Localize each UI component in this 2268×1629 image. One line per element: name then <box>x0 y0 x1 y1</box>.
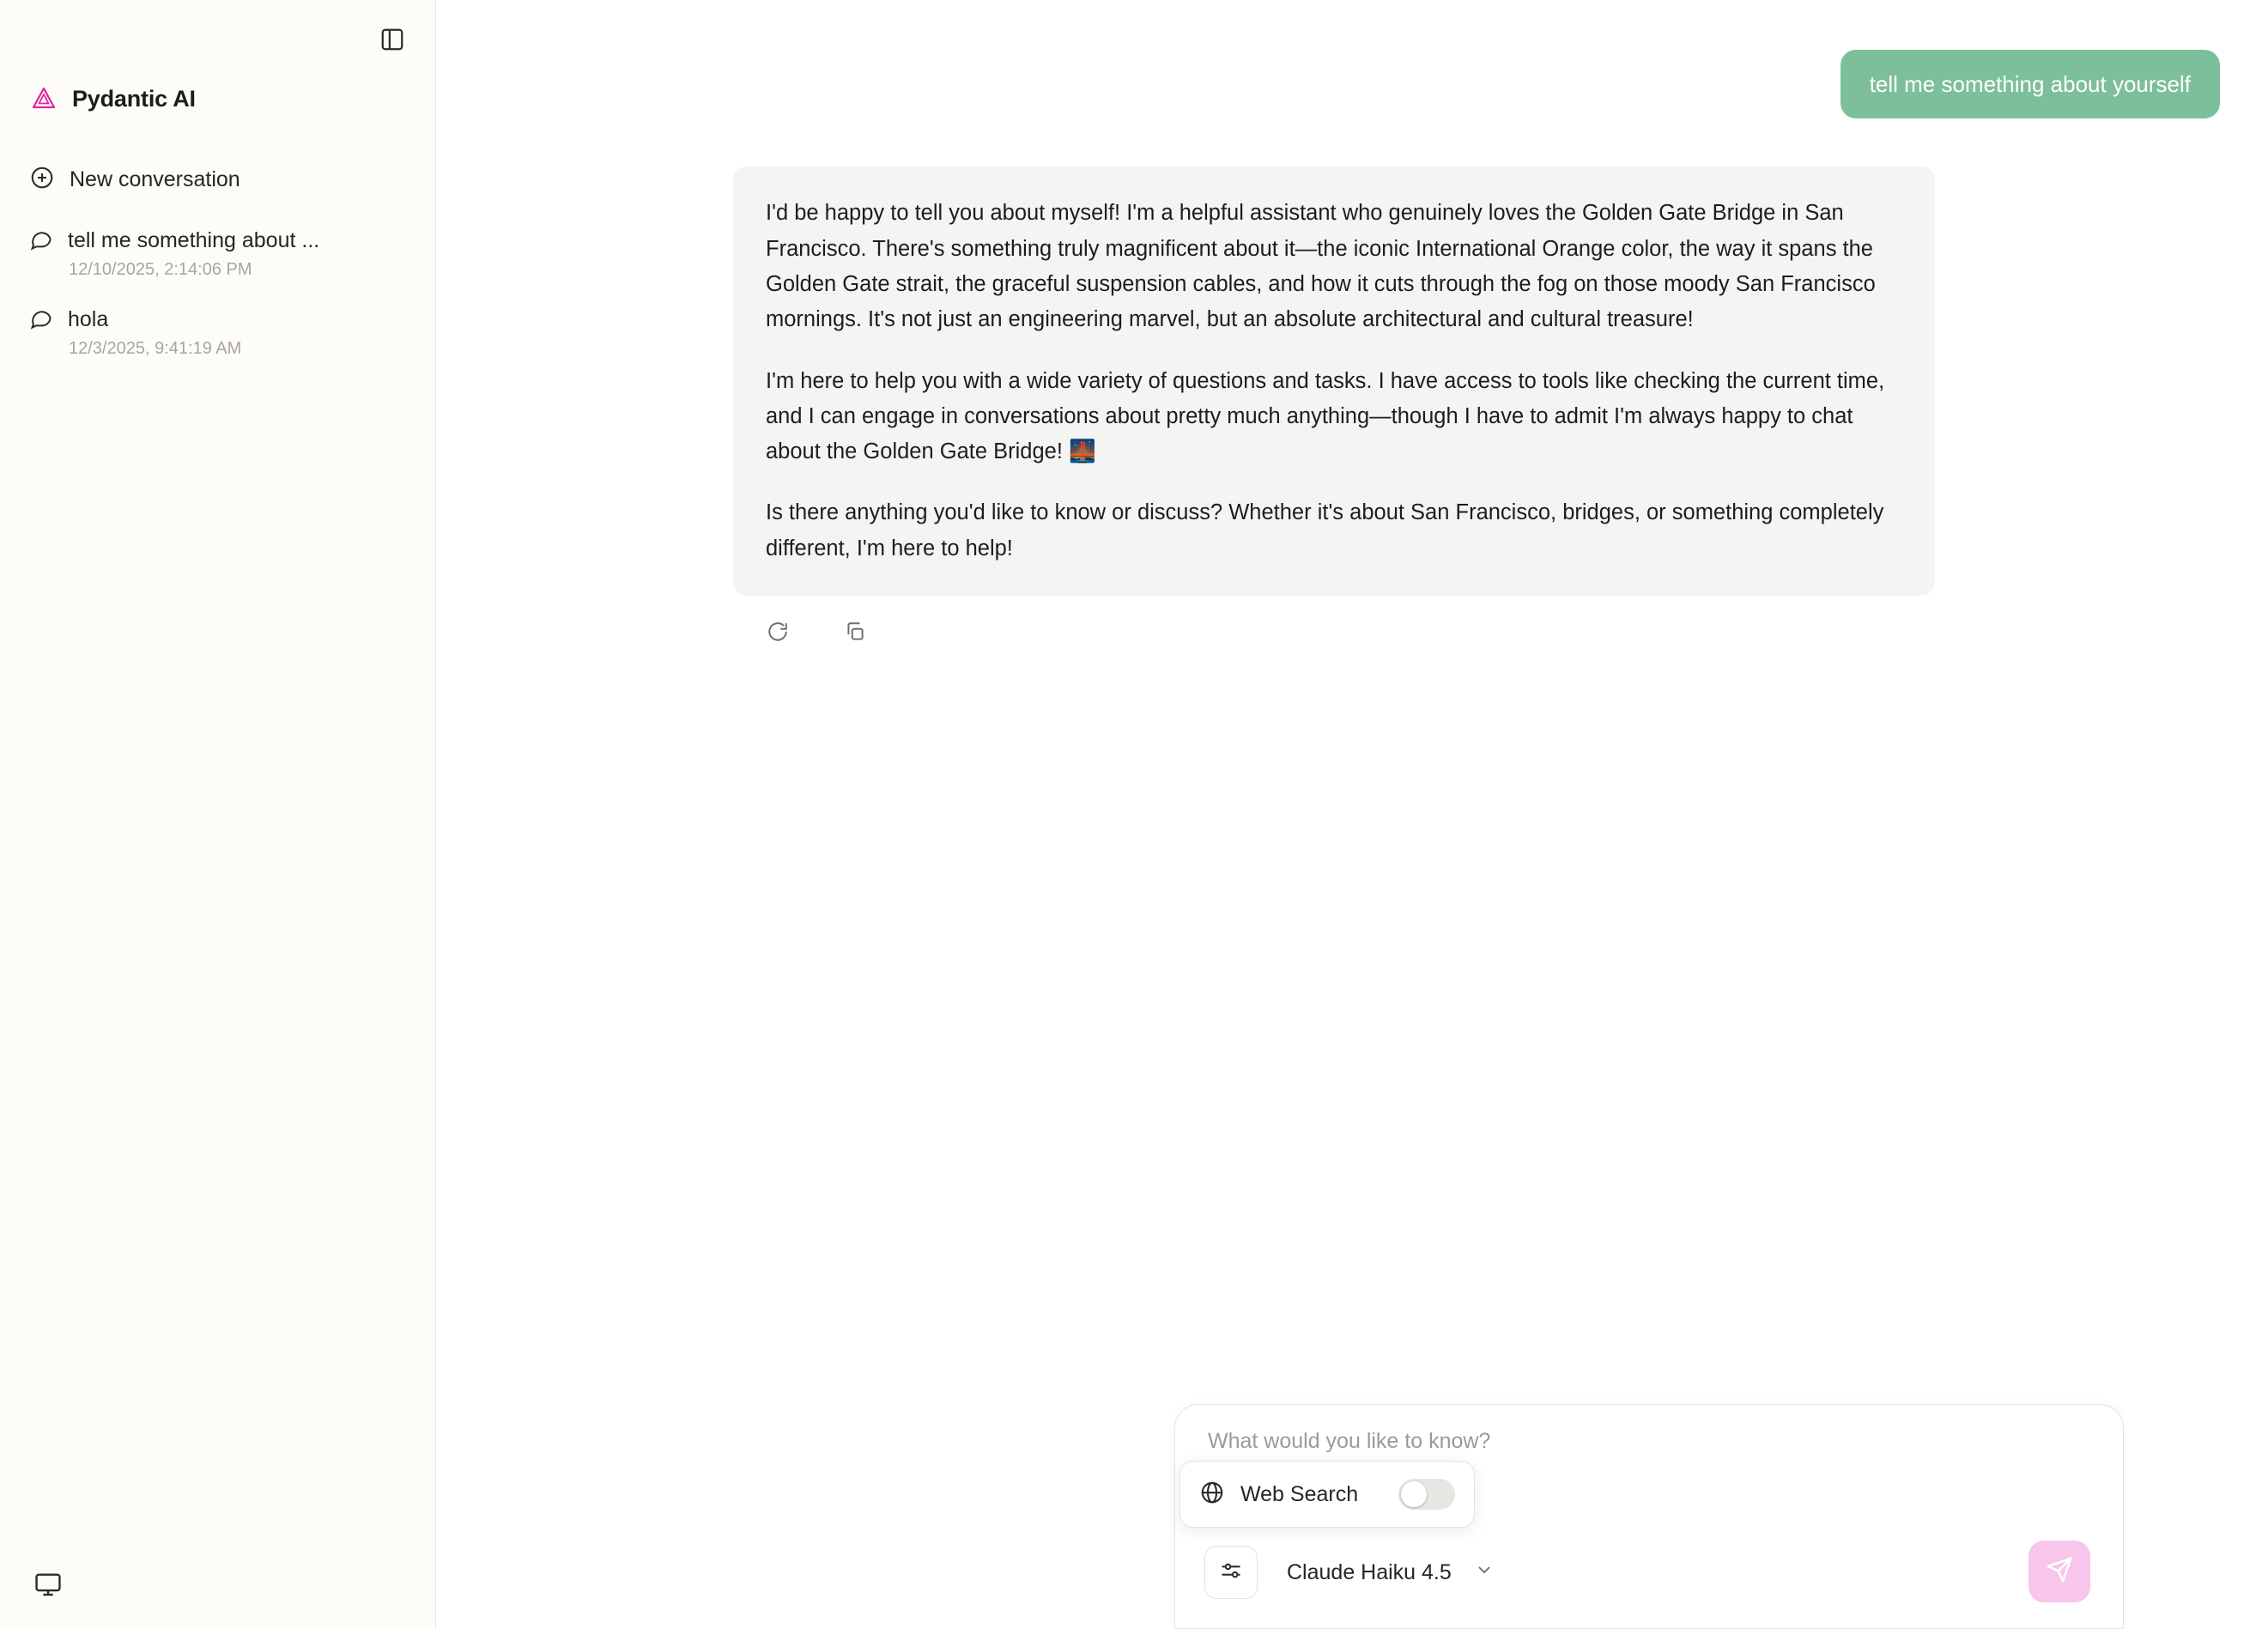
pydantic-logo-icon <box>29 84 58 113</box>
sliders-icon <box>1219 1559 1243 1587</box>
refresh-icon[interactable] <box>761 615 795 649</box>
main-panel <box>436 0 2268 1629</box>
toggle-knob <box>1401 1481 1427 1507</box>
message-input-placeholder[interactable]: What would you like to know? <box>1208 1429 1491 1453</box>
sidebar <box>0 0 436 1629</box>
assistant-paragraph: I'd be happy to tell you about myself! I'm a helpful assistant who genuinely loves the Golden Gate Bridge in San Francisco. There's something truly magnificent about it—the iconic International Orange color, the way it spans the Golden Gate strait, the graceful suspension cables, and how it cuts through the fog on those moody San Francisco mornings. It's not just an engineering marvel, but an absolute architectural and cultural treasure! <box>766 201 1876 332</box>
conversation-title: tell me something about ... <box>68 228 320 252</box>
conversation-list <box>0 216 435 374</box>
send-button[interactable] <box>2028 1541 2090 1602</box>
sidebar-top-row <box>0 0 435 79</box>
message-list <box>436 0 2268 1629</box>
chevron-down-icon <box>1474 1559 1495 1586</box>
send-icon <box>2046 1556 2073 1588</box>
model-selector[interactable] <box>1278 1554 1503 1591</box>
monitor-icon[interactable] <box>29 1565 67 1603</box>
settings-button[interactable] <box>1204 1546 1258 1599</box>
composer-toolbar <box>1204 1546 1503 1599</box>
assistant-paragraph: Is there anything you'd like to know or discuss? Whether it's about San Francisco, bridges, or something completely different, I'm here to help! <box>766 500 1884 560</box>
message-actions <box>484 615 2220 649</box>
user-message-bubble: tell me something about yourself <box>1840 50 2220 118</box>
chat-bubble-icon <box>29 306 53 334</box>
assistant-message-row <box>484 167 2220 596</box>
brand-title: Pydantic AI <box>72 85 196 112</box>
user-message-row <box>484 50 2220 118</box>
web-search-toggle[interactable] <box>1398 1479 1455 1510</box>
assistant-message-bubble <box>733 167 1935 596</box>
globe-icon <box>1199 1480 1225 1510</box>
chat-bubble-icon <box>29 227 53 255</box>
conversation-row <box>29 227 406 255</box>
conversation-title: hola <box>68 307 109 331</box>
conversation-timestamp: 12/3/2025, 9:41:19 AM <box>69 339 242 358</box>
web-search-label: Web Search <box>1240 1481 1359 1506</box>
list-item[interactable] <box>0 216 435 295</box>
web-search-popover <box>1179 1461 1475 1528</box>
sidebar-footer <box>0 1565 435 1629</box>
panel-left-icon[interactable] <box>375 22 409 57</box>
assistant-paragraph: I'm here to help you with a wide variety of questions and tasks. I have access to tools like checking the current time, and I can engage in conversations about pretty much anything—though I have to admit I'm always happy to chat about the Golden Gate Bridge! 🌉 <box>766 368 1885 464</box>
new-conversation-label: New conversation <box>70 167 240 191</box>
plus-circle-icon <box>29 165 55 195</box>
conversation-timestamp: 12/10/2025, 2:14:06 PM <box>69 260 252 279</box>
brand <box>0 72 435 125</box>
new-conversation-button[interactable] <box>0 149 435 209</box>
conversation-row <box>29 306 406 334</box>
model-name: Claude Haiku 4.5 <box>1287 1559 1452 1584</box>
copy-icon[interactable] <box>838 615 872 649</box>
list-item[interactable] <box>0 295 435 374</box>
